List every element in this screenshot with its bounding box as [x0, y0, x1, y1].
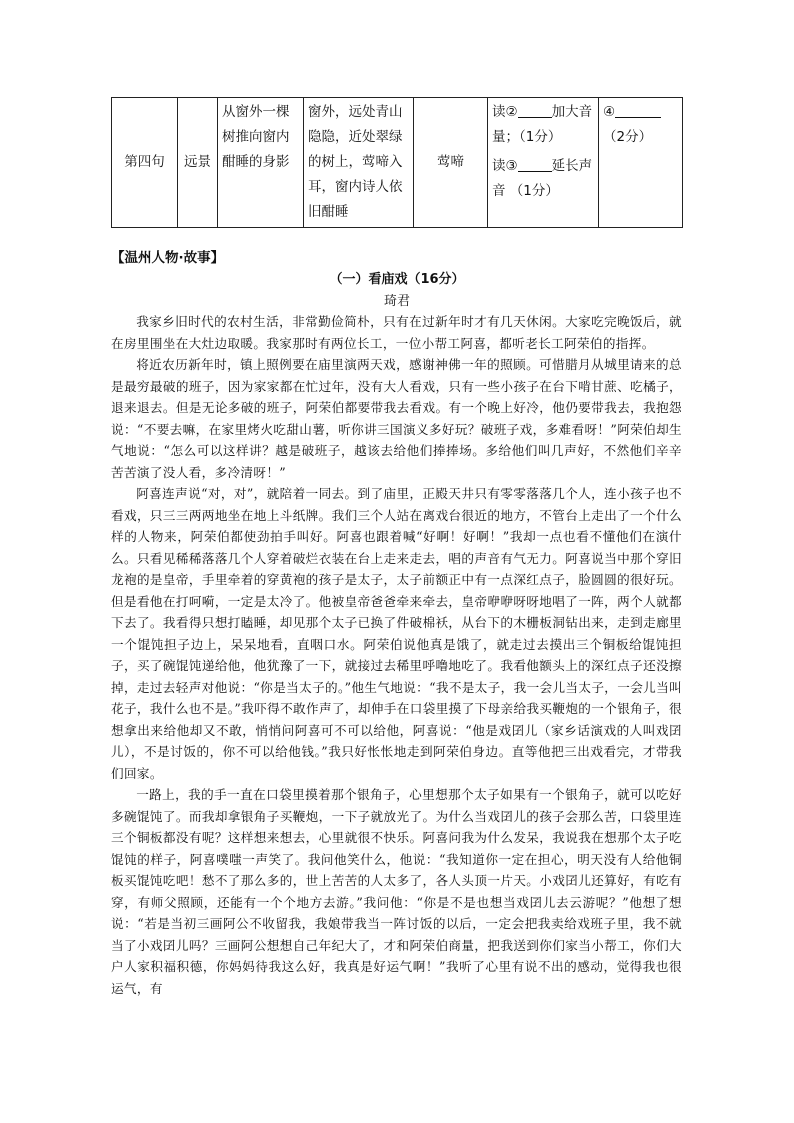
sentence-cell: 第四句	[112, 98, 178, 228]
essay-body	[111, 311, 682, 999]
scene-cell: 窗外，远处青山隐隐，近处翠绿的树上，莺啼入耳，窗内诗人依旧酣睡	[304, 98, 414, 228]
content-cell: 从窗外一棵树推向窗内酣睡的身影	[218, 98, 304, 228]
reading-1-prefix: 读②	[492, 104, 518, 120]
essay-paragraph: 将近农历新年时，镇上照例要在庙里演两天戏，感谢神佛一年的照顾。可惜腊月从城里请来的总是最穷最破的班子，因为家家都在忙过年，没有大人看戏，只有一些小孩子在台下啃甘蔗、吃橘子，退来退去。但是无论多破的班子，阿荣伯都要带我去看戏。有一个晚上好冷，他仍要带我去，我抱怨说：“不要去嘛，在家里烤火吃甜山薯，听你讲三国演义多好玩？破班子戏，多难看呀！”阿荣伯却生气地说：“怎么可以这样讲？越是破班子，越该去给他们捧捧场。多给他们叫几声好，不然他们辛辛苦苦演了没人看，多冷清呀！”	[111, 357, 682, 480]
answer-blank-3[interactable]	[518, 157, 552, 172]
answer-cell	[599, 98, 683, 228]
essay-author: 琦君	[383, 294, 410, 309]
answer-score: （2分）	[603, 129, 653, 145]
answer-blank-4[interactable]	[615, 103, 661, 118]
reading-2-suffix: 延长声音 （1分）	[492, 158, 593, 199]
table-row	[112, 98, 683, 228]
poem-analysis-table	[111, 97, 683, 228]
reading-cell	[488, 98, 599, 228]
answer-blank-2[interactable]	[518, 103, 552, 118]
essay-title: （一）看庙戏（16分）	[329, 272, 465, 287]
section-heading: 【温州人物·故事】	[111, 250, 225, 266]
answer-prefix: ④	[603, 104, 616, 120]
essay-paragraph: 一路上，我的手一直在口袋里摸着那个银角子，心里想那个太子如果有一个银角子，就可以吃好多碗馄饨了。而我却拿银角子买鞭炮，一下子就放光了。为什么当戏囝儿的孩子会那么苦，口袋里连三个铜板都没有呢？这样想来想去，心里就很不快乐。阿喜问我为什么发呆，我说我在想那个太子吃馄饨的样子，阿喜噗嗤一声笑了。我问他笑什么，他说：“我知道你一定在担心，明天没有人给他铜板买馄饨吃吧！愁不了那么多的，世上苦苦的人太多了，各人头顶一片天。小戏囝儿还算好，有吃有穿，有师父照顾，还能有一个个地方去游。”我问他：“你是不是也想当戏囝儿去云游呢？”他想了想说：“若是当初三画阿公不收留我，我娘带我当一阵讨饭的以后，一定会把我卖给戏班子里，我不就当了小戏囝儿吗？三画阿公想想自己年纪大了，才和阿荣伯商量，把我送到你们家当小帮工，你们大户人家积福积德，你妈妈待我这么好，我真是好运气啊！”我听了心里有说不出的感动，觉得我也很运气，有	[111, 787, 682, 996]
reading-line-2	[492, 154, 594, 204]
essay-paragraph: 我家乡旧时代的农村生活，非常勤俭简朴，只有在过新年时才有几天休闲。大家吃完晚饭后，就在房里围坐在大灶边取暖。我家那时有两位长工，一位小帮工阿喜，都听老长工阿荣伯的指挥。	[111, 314, 682, 351]
view-cell: 远景	[178, 98, 218, 228]
reading-2-prefix: 读③	[492, 158, 518, 174]
key-word-cell: 莺啼	[414, 98, 488, 228]
reading-1-suffix: 加大音量；（1分）	[492, 104, 593, 145]
reading-line-1	[492, 100, 594, 150]
essay-paragraph: 阿喜连声说“对，对”，就陪着一同去。到了庙里，正殿天井只有零零落落几个人，连小孩子也不看戏，只三三两两地坐在地上斗纸牌。我们三个人站在离戏台很近的地方，不管台上走出了一个什么样的人物来，阿荣伯都使劲拍手叫好。阿喜也跟着喊“好啊！好啊！”我却一点也看不懂他们在演什么。只看见稀稀落落几个人穿着破烂衣装在台上走来走去，唱的声音有气无力。阿喜说当中那个穿旧龙袍的是皇帝，手里牵着的穿黄袍的孩子是太子，太子前额正中有一点深红点子，脸圆圆的很好玩。但是看他在打呵嗬，一定是太冷了。他被皇帝爸爸牵来牵去，皇帝咿咿呀呀地唱了一阵，两个人就都下去了。我看得只想打瞌睡，却见那个太子已换了件破棉袄，从台下的木栅板洞钻出来，走到走廊里一个馄饨担子边上，呆呆地看，直咽口水。阿荣伯说他真是饿了，就走过去摸出三个铜板给馄饨担子，买了碗馄饨递给他，他犹豫了一下，就接过去稀里呼噜地吃了。我看他额头上的深红点子还没擦掉，走过去轻声对他说：“你是当太子的。”他生气地说：“我不是太子，我一会儿当太子，一会儿当叫花子，我什么也不是。”我吓得不敢作声了，却伸手在口袋里摸了下母亲给我买鞭炮的一个银角子，很想拿出来给他却又不敢，悄悄问阿喜可不可以给他，阿喜说：“他是戏囝儿（家乡话演戏的人叫戏囝儿），不是讨饭的，你不可以给他钱。”我只好怅怅地走到阿荣伯身边。直等他把三出戏看完，才带我们回家。	[111, 486, 682, 781]
